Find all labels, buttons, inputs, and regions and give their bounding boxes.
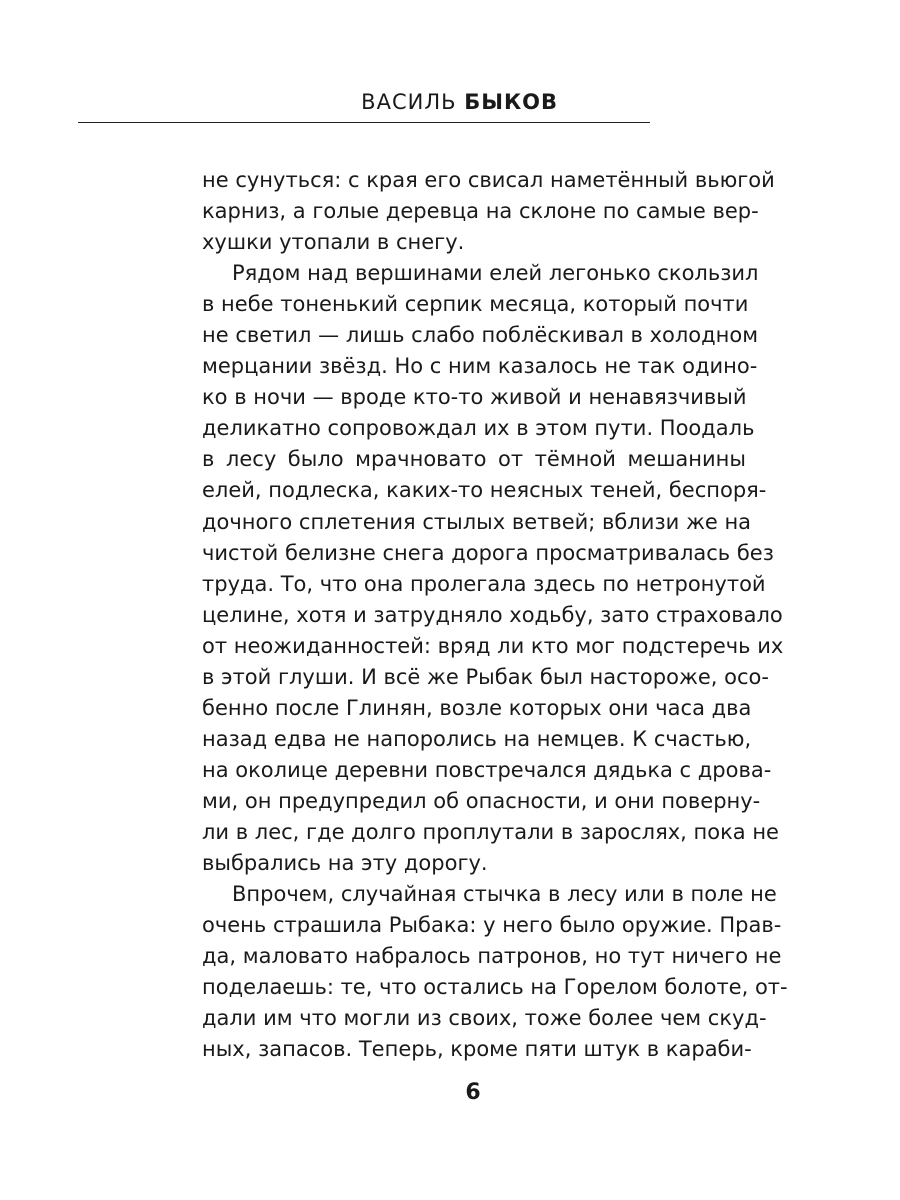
text-line: труда. То, что она пролегала здесь по нетронутой — [202, 571, 766, 596]
text-line: ных, запасов. Теперь, кроме пяти штук в караби- — [202, 1037, 752, 1062]
text-line: в лесу было мрачновато от тёмной мешанины — [202, 447, 746, 472]
author-first-name: ВАСИЛЬ — [361, 90, 457, 114]
text-line: дали им что могли из своих, тоже более чем скуд- — [202, 1006, 767, 1031]
text-line: не светил — лишь слабо поблёскивал в холодном — [202, 323, 759, 348]
text-line: в этой глуши. И всё же Рыбак был настороже, осо- — [202, 664, 769, 689]
text-line: ко в ночи — вроде кто-то живой и ненавязчивый — [202, 385, 747, 410]
header-rule — [78, 122, 650, 123]
text-line: на околице деревни повстречался дядька с дрова- — [202, 757, 772, 782]
body-text — [202, 165, 788, 1065]
text-line: не сунуться: с края его свисал наметённый вьюгой — [202, 168, 775, 192]
text-line: выбрались на эту дорогу. — [202, 851, 488, 876]
text-line: от неожиданностей: вряд ли кто мог подстеречь их — [202, 633, 784, 658]
author-last-name: БЫКОВ — [464, 90, 558, 114]
text-line: целине, хотя и затрудняло ходьбу, зато страховало — [202, 602, 783, 627]
text-line: ли в лес, где долго проплутали в зарослях, пока не — [202, 819, 779, 844]
text-line: елей, подлеска, каких-то неясных теней, беспоря- — [202, 478, 767, 503]
text-line: карниз, а голые деревца на склоне по самые вер- — [202, 199, 759, 224]
text-line: ми, он предупредил об опасности, и они поверну- — [202, 788, 761, 813]
text-line: Впрочем, случайная стычка в лесу или в поле не — [232, 882, 777, 907]
text-line: Рядом над вершинами елей легонько скользил — [232, 261, 759, 286]
text-line: в небе тоненький серпик месяца, который почти — [202, 292, 749, 317]
text-line: деликатно сопровождал их в этом пути. Поодаль — [202, 416, 755, 441]
text-line: бенно после Глинян, возле которых они часа два — [202, 695, 752, 720]
page-number: 6 — [465, 1080, 481, 1105]
running-head — [78, 88, 558, 116]
text-line: чистой белизне снега дорога просматривалась без — [202, 540, 774, 565]
text-line: хушки утопали в снегу. — [202, 230, 465, 255]
text-line: мерцании звёзд. Но с ним казалось не так одино- — [202, 354, 758, 379]
text-line: поделаешь: те, что остались на Горелом болоте, от- — [202, 975, 788, 1000]
text-line: очень страшила Рыбака: у него было оружие. Прав- — [202, 913, 782, 938]
text-line: назад едва не напоролись на немцев. К счастью, — [202, 726, 752, 751]
text-line: дочного сплетения стылых ветвей; вблизи же на — [202, 509, 752, 534]
text-line: да, маловато набралось патронов, но тут ничего не — [202, 944, 782, 969]
